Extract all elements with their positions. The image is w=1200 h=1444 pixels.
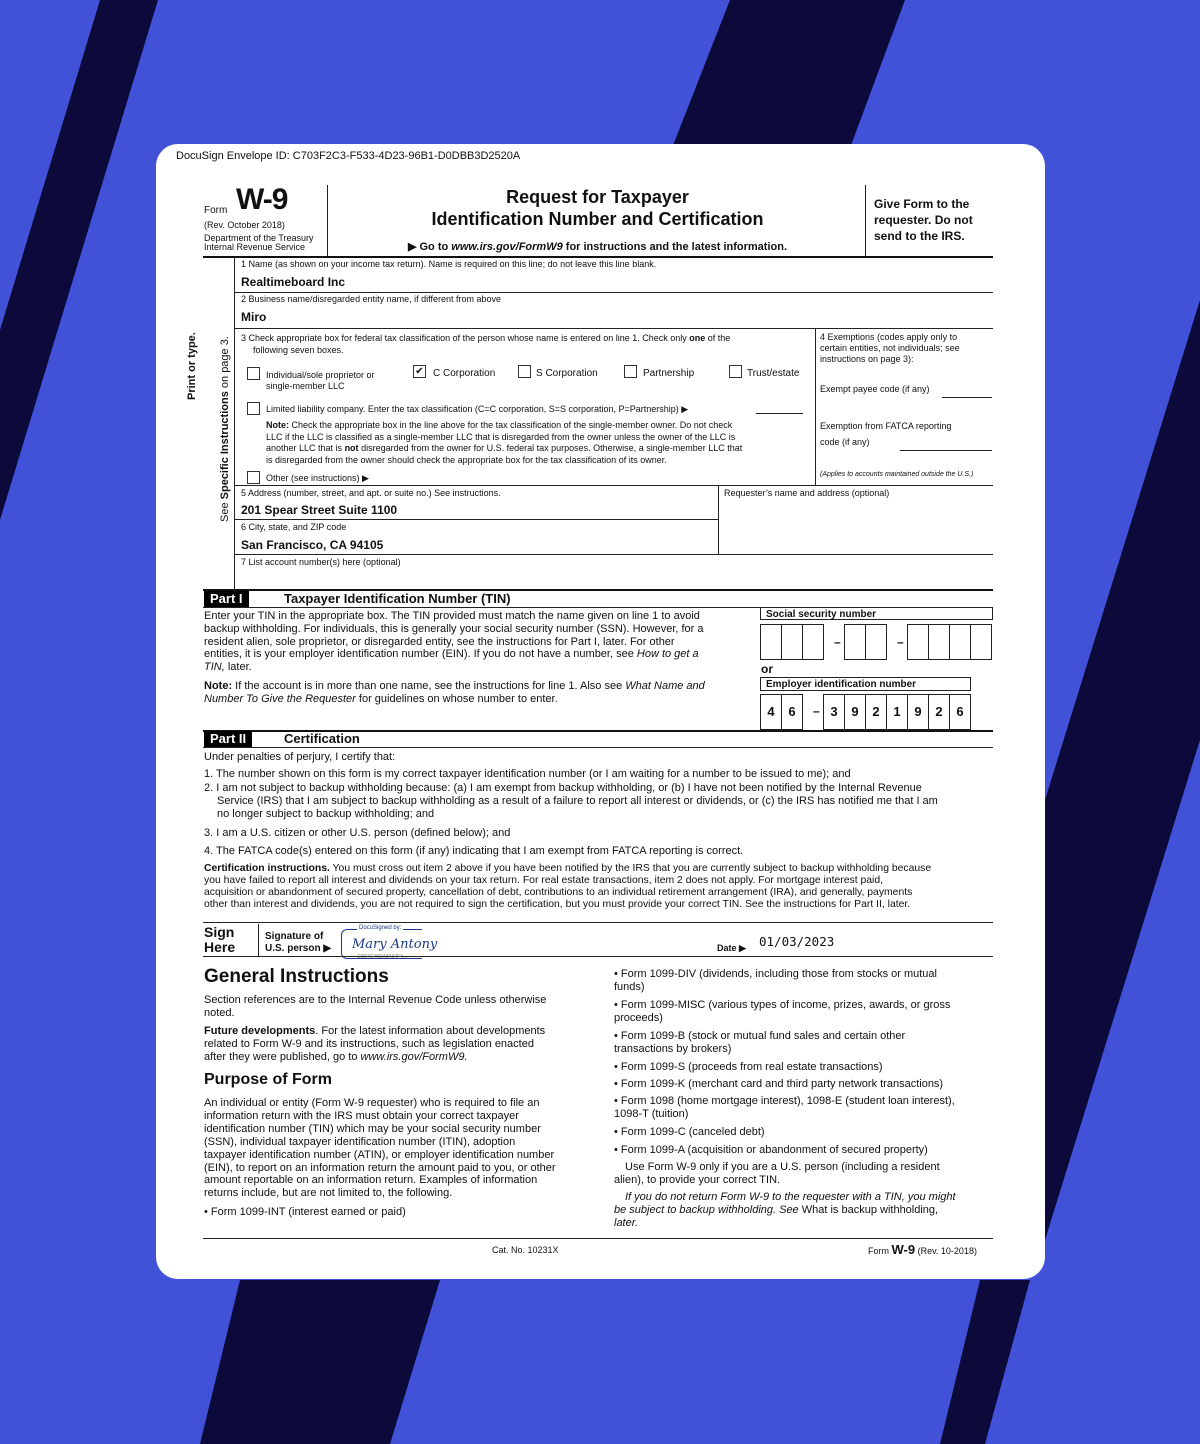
line1-label: 1 Name (as shown on your income tax return). Name is required on this line; do not leave this line blank. [241, 259, 657, 269]
exempt-payee-label: Exempt payee code (if any) [820, 384, 930, 394]
ein-digit: 1 [886, 694, 908, 730]
cert-instructions: Certification instructions. You must cross out item 2 above if you have been notified by the IRS that you are currently subject to backup withholding because you have failed to report all interest and dividends on your tax return. For real estate transactions, item 2 does not apply. For mortgage interest paid, acquisition or abandonment of secured property, cancellation of debt, contributions to an individual retirement arrangement (IRA), and generally, payments other than interest and dividends, you are not required to sign the certification, but you must provide your correct TIN. See the instructions for Part II, later. [204, 863, 932, 910]
part1-tag: Part I [204, 591, 249, 607]
sign-label: Sign [204, 924, 235, 940]
cert-item-1: 1. The number shown on this form is my correct taxpayer identification number (or I am waiting for a number to be issued to me); and [204, 768, 851, 780]
line2-label: 2 Business name/disregarded entity name, if different from above [241, 294, 501, 304]
form-number: W-9 [236, 183, 288, 216]
give-form-2: requester. Do not [874, 213, 973, 227]
fatca-label-1: Exemption from FATCA reporting [820, 421, 952, 431]
ein-digit: 2 [928, 694, 950, 730]
line3-label: 3 Check appropriate box for federal tax classification of the person whose name is entered on line 1. Check only one of the [241, 333, 731, 343]
purpose-text: An individual or entity (Form W-9 requester) who is required to file an information return with the IRS must obtain your correct taxpayer identification number (TIN) which may be your social security number (SSN), individual taxpayer identification number (ITIN), adoption taxpayer identification number (ATIN), or employer identification number (EIN), to report on an information return the amount paid to you, or other amount reportable on an information return. Examples of information returns include, but are not limited to, the following. [204, 1097, 556, 1200]
exemptions-label: 4 Exemptions (codes apply only to certain entities, not individuals; see instructions on page 3): [820, 332, 960, 364]
general-instructions-heading: General Instructions [204, 966, 389, 987]
goto-instructions: ▶ Go to www.irs.gov/FormW9 for instructions and the latest information. [407, 241, 788, 253]
checkbox-trust-estate[interactable] [729, 365, 742, 378]
ein-digit: 4 [760, 694, 782, 730]
c-corporation-label: C Corporation [433, 368, 496, 379]
individual-label-1: Individual/sole proprietor or [266, 370, 375, 380]
stripe-bottom-right [940, 1280, 1030, 1444]
signature-label-1: Signature of [265, 931, 324, 942]
give-form-3: send to the IRS. [874, 229, 965, 243]
part1-instructions: Enter your TIN in the appropriate box. The TIN provided must match the name given on line 1 to avoid backup withholding. For individuals, this is generally your social security number (SSN). However, for a resident alien, sole proprietor, or disregarded entity, see the instructions for Part I, later. For other entities, it is your employer identification number (EIN). If you do not have a number, see How to get a TIN, later. [204, 610, 704, 674]
ssn-label: Social security number [760, 607, 993, 620]
signature: Mary Antony [352, 937, 438, 952]
title-line-1: Request for Taxpayer [506, 187, 689, 207]
bullet-1099-misc: • Form 1099-MISC (various types of income, prizes, awards, or gross proceeds) [614, 999, 951, 1024]
or-label: or [761, 662, 773, 676]
cert-item-2: 2. I am not subject to backup withholding because: (a) I am exempt from backup withholding, or (b) I have not been notified by the Internal Revenue Service (IRS) that I am subject to backup withholding as a result of a failure to report all interest or dividends, or (c) the IRS has notified me that I am no longer subject to backup withholding; and [204, 782, 938, 820]
stripe-right [1045, 300, 1200, 1240]
signature-id: C0D7C49DA8434F4... [357, 954, 408, 960]
bullet-1099-s: • Form 1099-S (proceeds from real estate transactions) [614, 1061, 883, 1073]
purpose-heading: Purpose of Form [204, 1071, 333, 1088]
fatca-code-field[interactable] [900, 450, 992, 451]
date-field[interactable]: 01/03/2023 [759, 934, 835, 949]
partnership-label: Partnership [643, 368, 695, 379]
trust-estate-label: Trust/estate [747, 368, 800, 379]
cert-item-4: 4. The FATCA code(s) entered on this form (if any) indicating that I am exempt from FATCA reporting is correct. [204, 845, 744, 857]
ein-digit: 6 [781, 694, 803, 730]
stripe-bottom-left [200, 1280, 440, 1444]
part2-tag: Part II [204, 731, 252, 747]
docusigned-by: DocuSigned by: [359, 925, 402, 931]
part2-intro: Under penalties of perjury, I certify that: [204, 751, 396, 763]
checkbox-llc[interactable] [247, 402, 260, 415]
rev-date: (Rev. October 2018) [204, 220, 285, 230]
fatca-applies-note: (Applies to accounts maintained outside the U.S.) [820, 471, 974, 478]
llc-label: Limited liability company. Enter the tax classification (C=C corporation, S=S corporation, P=Partnership) ▶ [266, 404, 689, 414]
part2-title: Certification [284, 731, 360, 746]
ein-digit: 9 [907, 694, 929, 730]
side-label-specific: See Specific Instructions on page 3. [219, 336, 231, 522]
use-form-text: Use Form W-9 only if you are a U.S. person (including a resident alien), to provide your correct TIN. [614, 1161, 940, 1186]
line6-label: 6 City, state, and ZIP code [241, 522, 347, 532]
part1-note: Note: If the account is in more than one name, see the instructions for line 1. Also see What Name and Number To Give the Requester for guidelines on whose number to enter. [204, 680, 705, 705]
line2-business-name-field[interactable]: Miro [241, 310, 267, 324]
checkbox-individual[interactable] [247, 367, 260, 380]
line5-address-field[interactable]: 201 Spear Street Suite 1100 [241, 503, 398, 517]
ein-digit: 9 [844, 694, 866, 730]
signature-label-2: U.S. person ▶ [265, 943, 332, 954]
title-line-2: Identification Number and Certification [431, 209, 764, 229]
date-label: Date ▶ [717, 943, 746, 953]
individual-label-2: single-member LLC [266, 381, 345, 391]
part1-title: Taxpayer Identification Number (TIN) [284, 591, 511, 606]
dept-treasury: Department of the Treasury [204, 233, 314, 243]
stripe-left [0, 0, 158, 520]
ein-digit: 3 [823, 694, 845, 730]
envelope-id: DocuSign Envelope ID: C703F2C3-F533-4D23-96B1-D0DBB3D2520A [176, 150, 521, 162]
if-not-return-text: If you do not return Form W-9 to the requester with a TIN, you might be subject to backup withholding. See What is backup withholding, later. [614, 1191, 956, 1229]
ein-digit: 6 [949, 694, 971, 730]
llc-classification-field[interactable] [756, 413, 803, 414]
footer-form: Form W-9 (Rev. 10-2018) [868, 1242, 977, 1257]
fatca-label-2: code (if any) [820, 437, 870, 447]
irs-label: Internal Revenue Service [204, 242, 306, 252]
side-label: Print or type. [186, 332, 198, 400]
exempt-payee-field[interactable] [942, 397, 992, 398]
stripe-top [672, 0, 905, 148]
bullet-1099-int: • Form 1099-INT (interest earned or paid) [204, 1206, 406, 1218]
line6-city-field[interactable]: San Francisco, CA 94105 [241, 538, 384, 552]
line3-label-2: following seven boxes. [253, 345, 344, 355]
bullet-1098: • Form 1098 (home mortgage interest), 1098-E (student loan interest), 1098-T (tuition) [614, 1095, 955, 1120]
bullet-1099-b: • Form 1099-B (stock or mutual fund sales and certain other transactions by brokers) [614, 1030, 906, 1055]
irs-link[interactable]: www.irs.gov/FormW9 [451, 241, 563, 253]
line1-name-field[interactable]: Realtimeboard Inc [241, 275, 346, 289]
here-label: Here [204, 939, 236, 955]
cat-number: Cat. No. 10231X [492, 1245, 559, 1255]
section-references: Section references are to the Internal Revenue Code unless otherwise noted. [204, 994, 547, 1019]
checkbox-partnership[interactable] [624, 365, 637, 378]
s-corporation-label: S Corporation [536, 368, 598, 379]
bullet-1099-div: • Form 1099-DIV (dividends, including those from stocks or mutual funds) [614, 968, 937, 993]
checkbox-c-corporation[interactable]: ✔ [413, 365, 426, 378]
other-label: Other (see instructions) ▶ [266, 473, 369, 483]
checkbox-other[interactable] [247, 471, 260, 484]
form-label: Form [204, 205, 228, 216]
bullet-1099-a: • Form 1099-A (acquisition or abandonment of secured property) [614, 1144, 928, 1156]
llc-note: Note: Check the appropriate box in the line above for the tax classification of the single-member owner. Do not check LLC if the LLC is classified as a single-member LLC that is disregarded from the owner unless the owner of the LLC is another LLC that is not disregarded from the owner for U.S. federal tax purposes. Otherwise, a single-member LLC that is disregarded from the owner should check the appropriate box for the tax classification of its owner. [266, 420, 743, 465]
bullet-1099-c: • Form 1099-C (canceled debt) [614, 1126, 765, 1138]
ein-label: Employer identification number [760, 677, 971, 691]
requester-label: Requester’s name and address (optional) [724, 488, 890, 498]
future-developments: Future developments. For the latest information about developments related to Form W-9 and its instructions, such as legislation enacted after they were published, go to www.irs.gov/FormW9. [204, 1025, 546, 1063]
bullet-1099-k: • Form 1099-K (merchant card and third party network transactions) [614, 1078, 944, 1090]
cert-item-3: 3. I am a U.S. citizen or other U.S. person (defined below); and [204, 827, 511, 839]
ein-digit: 2 [865, 694, 887, 730]
line7-label: 7 List account number(s) here (optional) [241, 557, 401, 567]
line5-label: 5 Address (number, street, and apt. or suite no.) See instructions. [241, 488, 501, 498]
give-form-1: Give Form to the [874, 197, 970, 211]
checkbox-s-corporation[interactable] [518, 365, 531, 378]
